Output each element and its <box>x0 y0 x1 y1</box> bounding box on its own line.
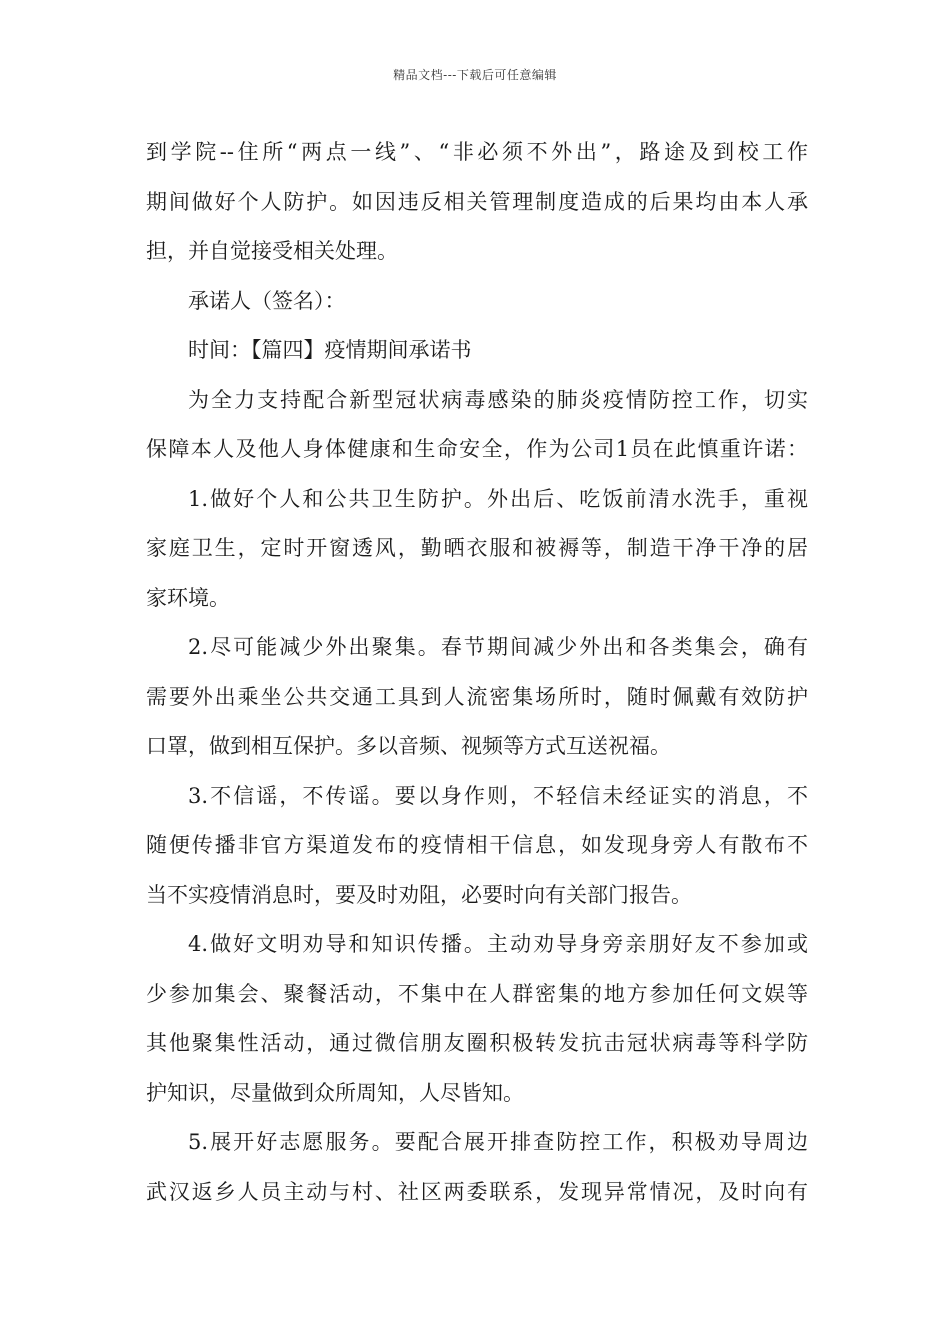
text-line: 需要外出乘坐公共交通工具到人流密集场所时，随时佩戴有效防护 <box>146 684 808 709</box>
text-line: 当不实疫情消息时，要及时劝阻，必要时向有关部门报告。 <box>146 882 692 907</box>
text-line: 家环境。 <box>146 585 230 610</box>
text-line: 护知识，尽量做到众所周知，人尽皆知。 <box>146 1080 524 1105</box>
text-line: 担，并自觉接受相关处理。 <box>146 239 398 263</box>
text-line: 家庭卫生，定时开窗透风，勤晒衣服和被褥等，制造干净干净的居 <box>146 536 808 560</box>
text-line: 少参加集会、聚餐活动，不集中在人群密集的地方参加任何文娱等 <box>146 981 808 1006</box>
document-body <box>146 128 808 1217</box>
text-line: 1.做好个人和公共卫生防护。外出后、吃饭前清水洗手，重视 <box>188 486 808 511</box>
text-line: 随便传播非官方渠道发布的疫情相干信息，如发现身旁人有散布不 <box>146 833 808 857</box>
text-line: 为全力支持配合新型冠状病毒感染的肺炎疫情防控工作，切实 <box>188 387 808 412</box>
text-line: 其他聚集性活动，通过微信朋友圈积极转发抗击冠状病毒等科学防 <box>146 1031 808 1055</box>
text-line: 4.做好文明劝导和知识传播。主动劝导身旁亲朋好友不参加或 <box>188 932 808 956</box>
text-line: 到学院--住所“两点一线”、“非必须不外出”，路途及到校工作 <box>146 140 808 164</box>
text-line: 武汉返乡人员主动与村、社区两委联系，发现异常情况，及时向有 <box>146 1179 808 1204</box>
text-line: 期间做好个人防护。如因违反相关管理制度造成的后果均由本人承 <box>146 189 808 214</box>
signature-line: 承诺人（签名）： <box>188 288 346 313</box>
text-line: 2.尽可能减少外出聚集。春节期间减少外出和各类集会，确有 <box>188 635 808 659</box>
page-header: 精品文档---下载后可任意编辑 <box>393 68 557 82</box>
section-title-line: 时间：【篇四】疫情期间承诺书 <box>188 338 472 362</box>
text-line: 5.展开好志愿服务。要配合展开排查防控工作，积极劝导周边 <box>188 1130 808 1154</box>
text-line: 保障本人及他人身体健康和生命安全，作为公司1员在此慎重许诺： <box>146 437 808 461</box>
text-line: 3.不信谣，不传谣。要以身作则，不轻信未经证实的消息，不 <box>188 783 808 808</box>
text-line: 口罩，做到相互保护。多以音频、视频等方式互送祝福。 <box>146 734 671 758</box>
